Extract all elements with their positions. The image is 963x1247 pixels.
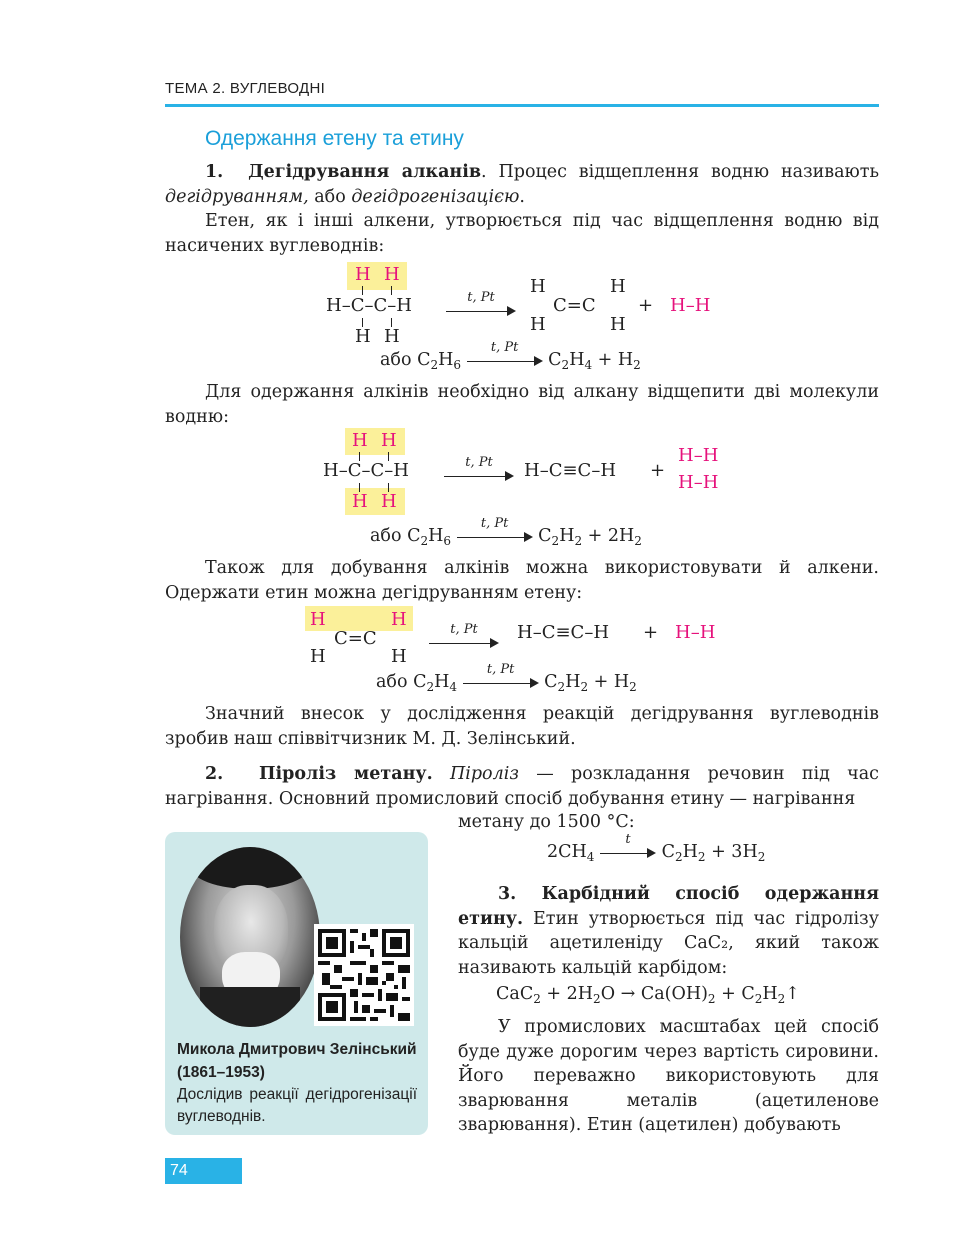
header-rule bbox=[165, 104, 879, 107]
equation-pyrolysis: $2CH_4$ t $C_2H_2 + 3H_2$ bbox=[547, 831, 766, 864]
eq2-hh1: H–H bbox=[678, 445, 719, 466]
equation-carbide: $CaC_2 + 2H_2O \to Ca(OH)_2$ + $C_2H_2↑$ bbox=[496, 984, 800, 1006]
reaction-arrow-3: t, Pt bbox=[429, 636, 499, 650]
p1-italic1: дегідруванням, bbox=[165, 186, 309, 207]
paragraph-carbide: 3. Карбідний спосіб одержання етину. Етин утворюється під час гідролізу кальцій ацетиленіду CaC₂, який також називають кальцій карбідом: bbox=[458, 884, 879, 978]
reaction-arrow: t, Pt bbox=[446, 304, 516, 318]
pyrolysis-tail: метану до 1500 °C: bbox=[458, 812, 635, 832]
equation-ethane-to-ethyne: H H H–C–C–H H H t, Pt H–C≡C–H + H–H H–H bbox=[320, 428, 740, 520]
p1-end: . bbox=[519, 186, 525, 207]
paragraph-pyrolysis: 2. Піроліз метану. Піроліз — розкладання речовин під час нагрівання. Основний промисловий спосіб добування етину — нагрівання bbox=[165, 764, 879, 809]
p1-bold: Дегідрування алканів bbox=[248, 162, 482, 182]
paragraph-alkynes: Для одержання алкінів необхідно від алкану відщепити дві молекули водню: bbox=[165, 382, 879, 427]
paragraph-dehydrogenation bbox=[165, 160, 879, 209]
equation-ethene-to-ethyne: H H C=C H H t, Pt H–C≡C–H + H–H bbox=[305, 604, 745, 674]
biography-text: Дослідив реакції дегідрогенізації вуглеводнів. bbox=[177, 1086, 417, 1125]
equation-2-molecular: або $C_2H_6$ t, Pt $C_2H_2 + 2H_2$ bbox=[370, 515, 642, 548]
biography-name: Микола Дмитрович Зелінський (1861–1953) bbox=[177, 1041, 417, 1081]
p1-num: 1. bbox=[205, 162, 224, 182]
eq2-product: H–C≡C–H bbox=[524, 460, 617, 481]
chapter-header: ТЕМА 2. ВУГЛЕВОДНІ bbox=[165, 80, 326, 97]
eq3-hh: H–H bbox=[675, 622, 716, 643]
eq1-hh: H–H bbox=[670, 295, 711, 316]
p1-mid: або bbox=[308, 186, 352, 207]
portrait-image bbox=[180, 847, 320, 1027]
equation-ethane-to-ethene: H H H–C–C–H H H t, Pt H H C=C H H + H–H bbox=[326, 264, 711, 347]
section-title: Одержання етену та етину bbox=[205, 127, 464, 150]
eq2-hh2: H–H bbox=[678, 472, 719, 493]
p1-text1: . Процес відщеплення водню називають bbox=[481, 162, 880, 182]
reaction-arrow-2: t, Pt bbox=[444, 469, 514, 483]
paragraph-zelinsky: Значний внесок у дослідження реакцій дегідрування вуглеводнів зробив наш співвітчизник М. Д. Зелінський. bbox=[165, 704, 879, 749]
paragraph-industrial: У промислових масштабах цей спосіб буде дуже дорогим через вартість сировини. Його переважно використовують для зварювання металів (ацетиленове зварювання). Етин (ацетилен) добувають bbox=[458, 1017, 879, 1135]
paragraph-ethene: Етен, як і інші алкени, утворюється під час відщеплення водню від насичених вуглеводнів: bbox=[165, 211, 879, 256]
eq3-product: H–C≡C–H bbox=[517, 622, 610, 643]
page-number: 74 bbox=[165, 1158, 242, 1184]
equation-3-molecular: або $C_2H_4$ t, Pt $C_2H_2 + H_2$ bbox=[376, 661, 637, 694]
qr-code[interactable] bbox=[314, 924, 414, 1026]
p1-italic2: дегідрогенізацією bbox=[351, 186, 520, 207]
equation-1-molecular: або $C_2H_6$ t, Pt $C_2H_4 + H_2$ bbox=[380, 339, 641, 372]
paragraph-alkenes: Також для добування алкінів можна використовувати й алкени. Одержати етин можна дегідруванням етену: bbox=[165, 558, 879, 603]
